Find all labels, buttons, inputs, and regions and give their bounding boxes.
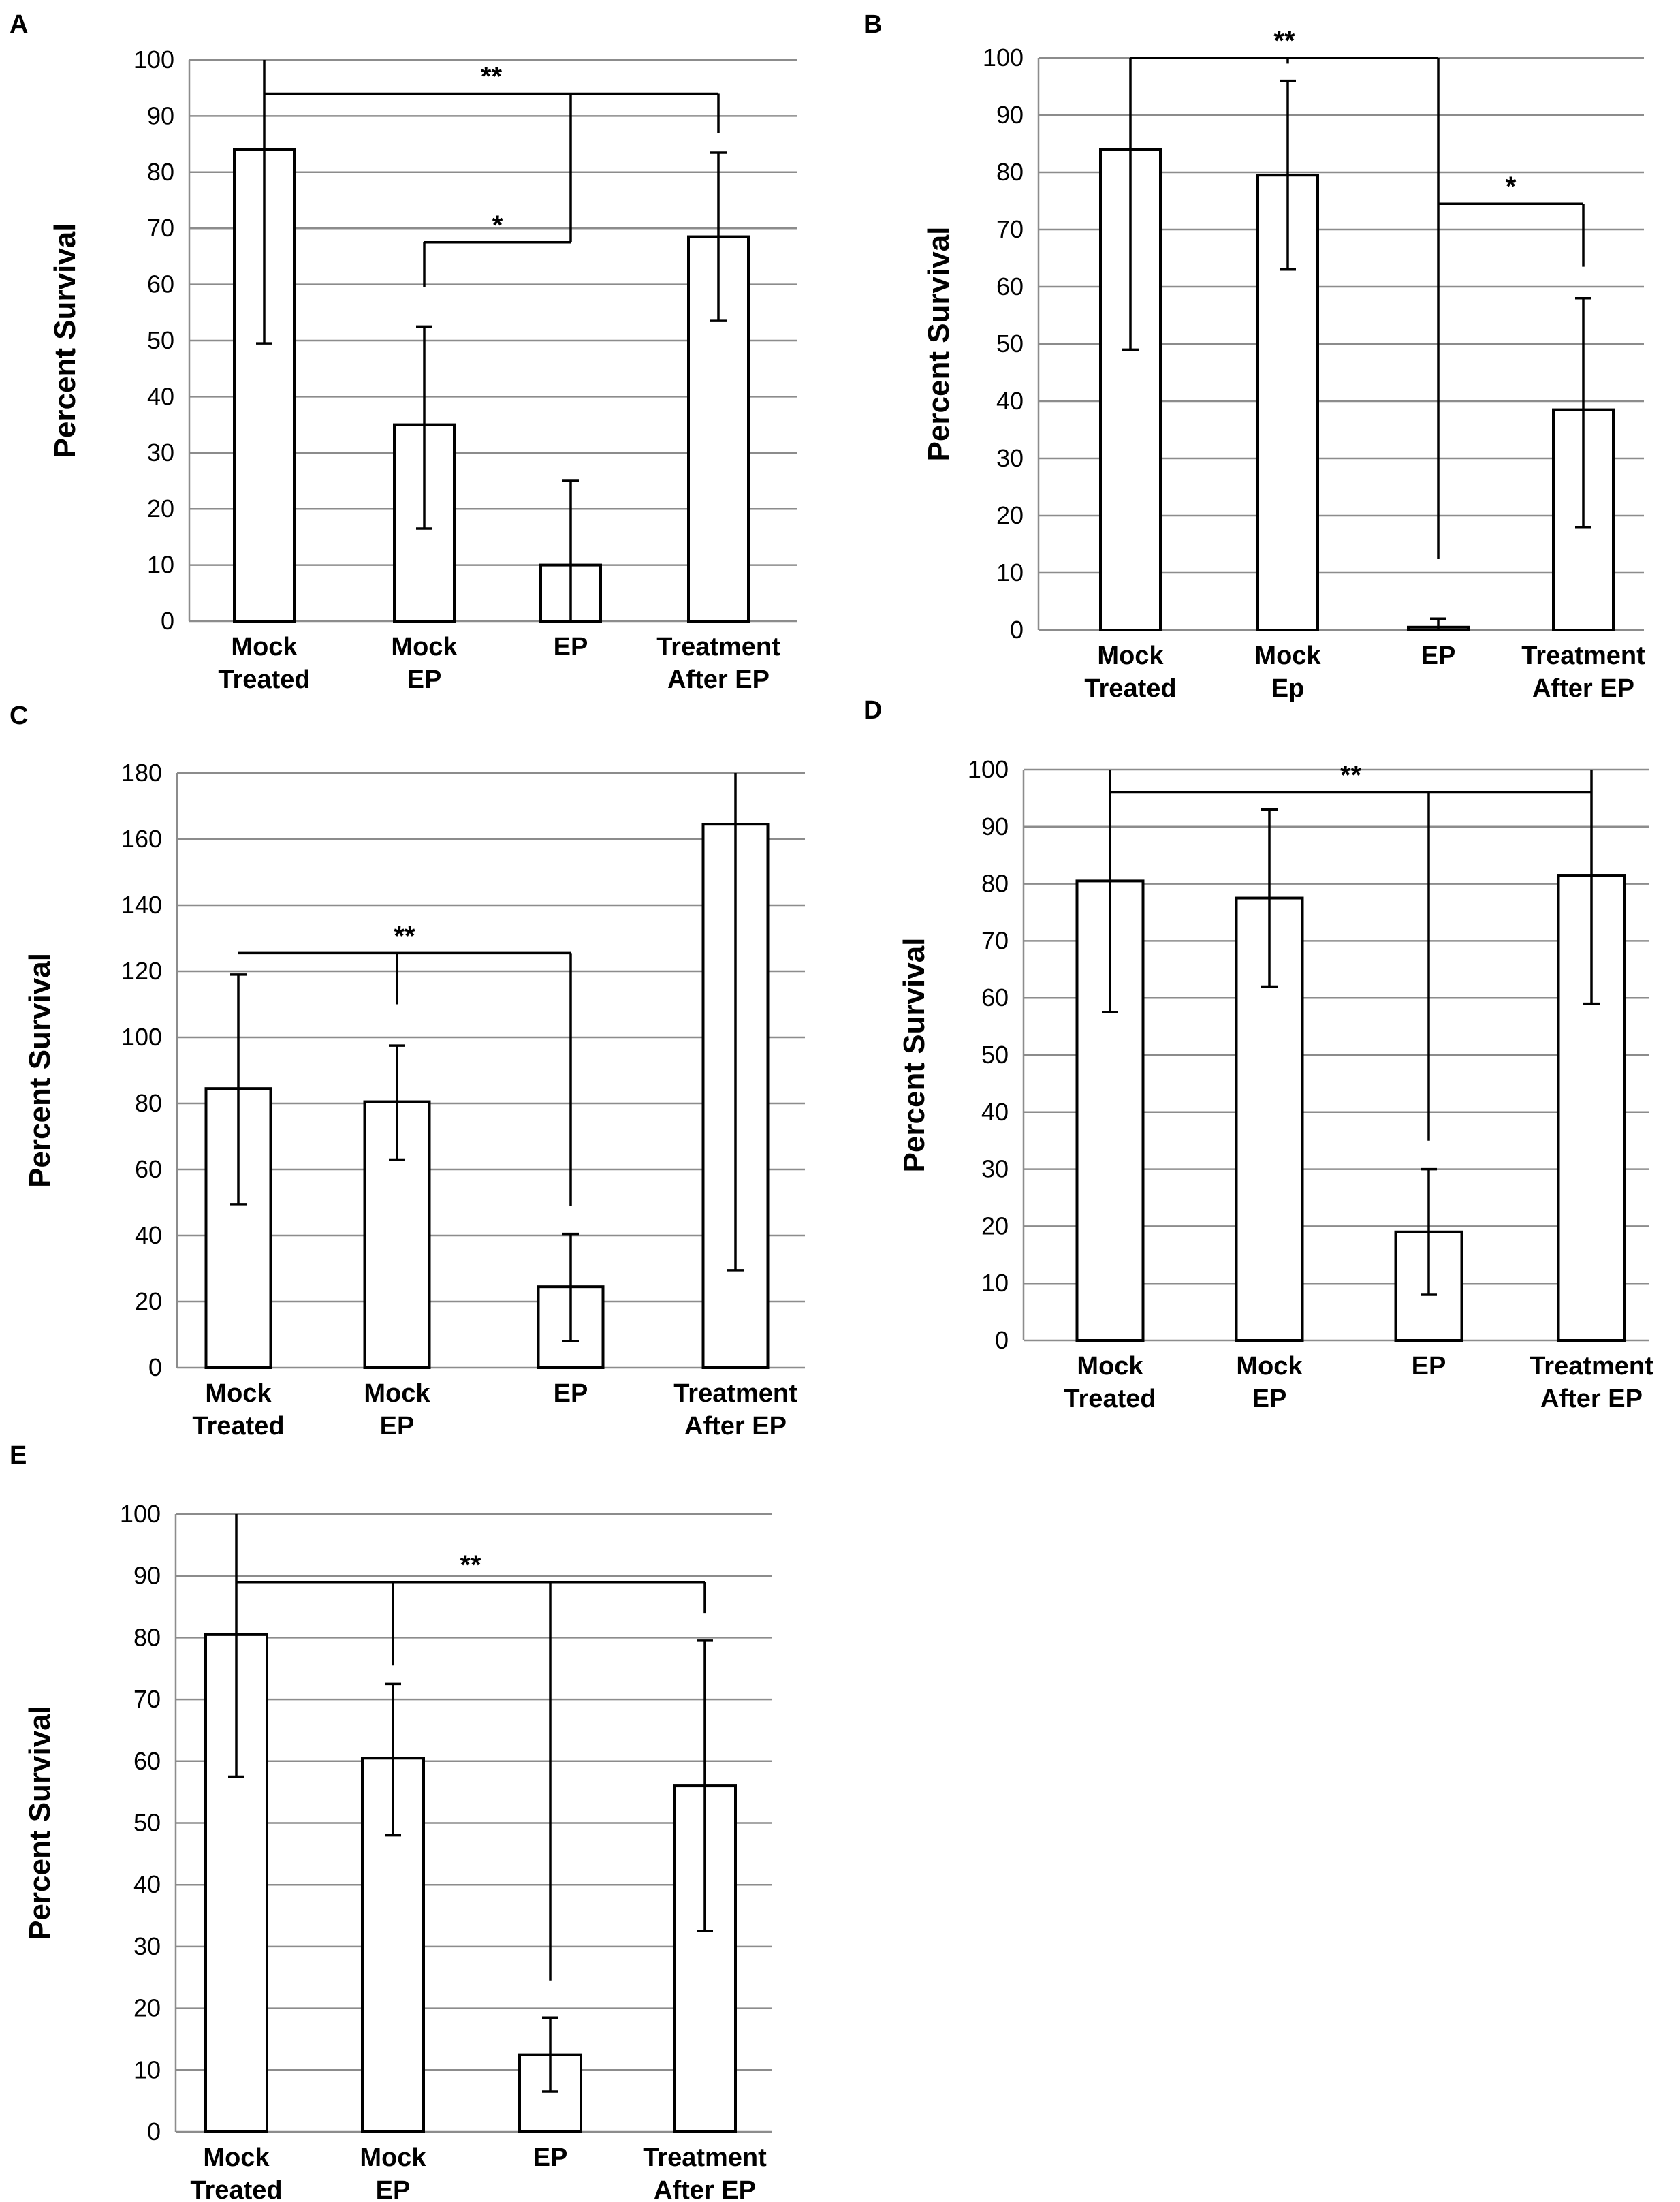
- y-tick-label: 120: [121, 957, 162, 985]
- x-category-label: After EP: [684, 1412, 787, 1441]
- y-tick-label: 40: [146, 382, 174, 411]
- x-category-label: Mock: [1236, 1352, 1303, 1381]
- significance-label: **: [1340, 760, 1362, 791]
- panel-letter: E: [10, 1441, 27, 1470]
- x-category-label: Treatment: [656, 633, 780, 661]
- x-category-label: Treatment: [1530, 1352, 1653, 1381]
- x-category-label: EP: [375, 2176, 411, 2202]
- y-tick-label: 160: [121, 825, 162, 853]
- x-category-label: After EP: [1532, 674, 1634, 703]
- panel-letter: B: [863, 10, 883, 39]
- y-tick-label: 60: [146, 270, 174, 298]
- y-tick-label: 20: [146, 494, 174, 523]
- x-category-label: After EP: [1540, 1385, 1643, 1413]
- panel-letter: D: [863, 696, 883, 725]
- x-category-label: Mock: [391, 633, 458, 661]
- x-category-label: Mock: [203, 2143, 270, 2172]
- significance-label: *: [1505, 172, 1517, 202]
- x-category-label: Treated: [218, 665, 311, 694]
- x-category-label: EP: [533, 2143, 568, 2172]
- x-category-label: EP: [407, 665, 442, 694]
- y-tick-label: 90: [133, 1561, 161, 1590]
- y-tick-label: 60: [134, 1155, 162, 1183]
- y-tick-label: 140: [121, 891, 162, 919]
- y-tick-label: 0: [1009, 616, 1024, 644]
- x-category-label: EP: [379, 1412, 415, 1441]
- x-category-label: Treated: [1084, 674, 1177, 703]
- y-tick-label: 70: [996, 215, 1024, 243]
- y-tick-label: 10: [981, 1269, 1009, 1297]
- x-category-label: Treatment: [643, 2143, 767, 2172]
- y-tick-label: 60: [133, 1746, 161, 1775]
- x-category-label: After EP: [654, 2176, 756, 2202]
- y-tick-label: 100: [121, 1023, 162, 1051]
- y-tick-label: 40: [981, 1097, 1009, 1126]
- y-tick-label: 30: [133, 1932, 161, 1960]
- y-tick-label: 70: [133, 1685, 161, 1714]
- y-tick-label: 0: [148, 1353, 162, 1381]
- y-tick-label: 40: [996, 387, 1024, 415]
- y-axis-label: Percent Survival: [922, 226, 955, 462]
- y-tick-label: 80: [146, 157, 174, 186]
- y-tick-label: 50: [981, 1041, 1009, 1069]
- y-tick-label: 30: [996, 444, 1024, 472]
- y-tick-label: 20: [996, 501, 1024, 529]
- chart-panel-b: [863, 10, 1645, 703]
- y-tick-label: 60: [981, 984, 1009, 1012]
- y-tick-label: 50: [996, 330, 1024, 358]
- y-tick-label: 10: [133, 2056, 161, 2084]
- x-category-label: EP: [1252, 1385, 1287, 1413]
- x-category-label: EP: [1421, 642, 1456, 670]
- y-tick-label: 30: [981, 1154, 1009, 1183]
- y-tick-label: 80: [981, 869, 1009, 898]
- y-tick-label: 100: [133, 46, 174, 74]
- x-category-label: Mock: [1077, 1352, 1143, 1381]
- significance-label: **: [460, 1550, 481, 1580]
- y-tick-label: 20: [133, 1994, 161, 2022]
- x-category-label: EP: [553, 633, 588, 661]
- y-tick-label: 0: [146, 2118, 161, 2145]
- y-tick-label: 0: [160, 607, 174, 635]
- y-tick-label: 90: [981, 812, 1009, 840]
- y-axis-label: Percent Survival: [23, 1705, 57, 1940]
- x-category-label: Treated: [192, 1412, 285, 1441]
- y-tick-label: 60: [996, 272, 1024, 300]
- panel-letter: A: [10, 10, 29, 39]
- x-category-label: Mock: [364, 1379, 430, 1408]
- y-tick-label: 20: [981, 1212, 1009, 1240]
- x-category-label: After EP: [667, 665, 770, 694]
- chart-panel-d: [863, 696, 1653, 1413]
- y-tick-label: 90: [996, 101, 1024, 129]
- y-tick-label: 70: [981, 926, 1009, 955]
- significance-label: **: [1273, 26, 1295, 56]
- x-category-label: Treatment: [1521, 642, 1645, 670]
- y-tick-label: 80: [996, 158, 1024, 186]
- y-tick-label: 100: [119, 1500, 161, 1528]
- x-category-label: Treated: [1064, 1385, 1156, 1413]
- x-category-label: Ep: [1271, 674, 1305, 703]
- y-tick-label: 50: [146, 326, 174, 354]
- y-tick-label: 70: [146, 214, 174, 242]
- chart-panel-a: [10, 10, 797, 694]
- x-category-label: Mock: [231, 633, 298, 661]
- chart-panel-e: [10, 1441, 772, 2202]
- x-category-label: Treated: [190, 2176, 283, 2202]
- x-category-label: Treatment: [673, 1379, 797, 1408]
- y-tick-label: 40: [134, 1221, 162, 1249]
- y-tick-label: 30: [146, 438, 174, 467]
- significance-label: **: [480, 61, 503, 92]
- significance-label: *: [492, 210, 503, 240]
- x-category-label: Mock: [205, 1379, 272, 1408]
- y-tick-label: 50: [133, 1808, 161, 1837]
- x-category-label: EP: [1411, 1352, 1446, 1381]
- y-axis-label: Percent Survival: [48, 223, 82, 458]
- y-tick-label: 10: [996, 559, 1024, 586]
- panel-letter: C: [10, 702, 29, 730]
- y-axis-label: Percent Survival: [898, 937, 931, 1173]
- x-category-label: EP: [553, 1379, 588, 1408]
- y-tick-label: 20: [134, 1287, 162, 1315]
- y-tick-label: 180: [121, 759, 162, 787]
- y-tick-label: 100: [982, 44, 1024, 72]
- y-tick-label: 10: [146, 550, 174, 579]
- y-tick-label: 90: [146, 101, 174, 130]
- y-tick-label: 80: [133, 1623, 161, 1652]
- y-axis-label: Percent Survival: [23, 953, 57, 1188]
- x-category-label: Mock: [1254, 642, 1321, 670]
- y-tick-label: 80: [134, 1089, 162, 1117]
- significance-label: **: [394, 921, 415, 951]
- chart-panel-c: [10, 702, 805, 1441]
- y-tick-label: 0: [994, 1326, 1009, 1354]
- x-category-label: Mock: [1097, 642, 1164, 670]
- x-category-label: Mock: [360, 2143, 426, 2172]
- y-tick-label: 40: [133, 1870, 161, 1899]
- y-tick-label: 100: [967, 755, 1009, 783]
